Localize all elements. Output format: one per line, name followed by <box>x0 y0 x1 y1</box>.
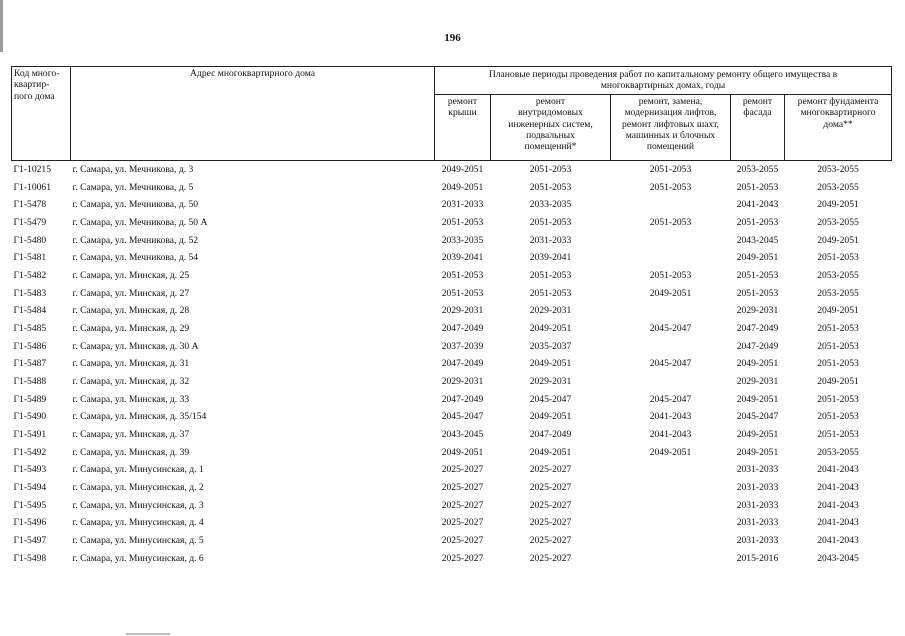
cell-engineering: 2051-2053 <box>529 216 572 228</box>
cell-foundation: 2051-2053 <box>817 393 859 405</box>
cell-address: г. Самара, ул. Минусинская, д. 1 <box>72 464 204 476</box>
header-code: Код много- квартир- пого дома <box>12 67 71 161</box>
cell-code: Г1-5483 <box>13 287 47 299</box>
cell-code: Г1-5482 <box>13 269 47 281</box>
cell-foundation: 2053-2055 <box>817 163 859 175</box>
cell-facade: 2015-2016 <box>736 552 779 564</box>
cell-lifts <box>611 373 731 391</box>
cell-engineering: 2047-2049 <box>529 429 572 441</box>
cell-foundation: 2043-2045 <box>817 552 859 564</box>
cell-engineering: 2025-2027 <box>529 464 572 476</box>
cell-foundation: 2051-2053 <box>817 429 859 441</box>
table-row <box>12 461 892 479</box>
cell-lifts <box>611 302 731 320</box>
cell-facade: 2041-2043 <box>736 199 779 211</box>
table-row <box>12 302 892 320</box>
cell-engineering: 2029-2031 <box>529 376 572 387</box>
cell-foundation: 2053-2055 <box>817 287 859 299</box>
cell-engineering: 2025-2027 <box>529 482 572 494</box>
cell-code: Г1-5494 <box>13 482 47 494</box>
cell-roof: 2029-2031 <box>441 305 484 317</box>
cell-engineering: 2049-2051 <box>529 411 572 423</box>
table-row <box>12 214 892 232</box>
cell-roof: 2025-2027 <box>441 552 484 564</box>
cell-lifts <box>611 514 731 532</box>
cell-address: г. Самара, ул. Минусинская, д. 2 <box>72 482 204 494</box>
repair-schedule-table <box>11 66 892 567</box>
cell-lifts: 2051-2053 <box>649 163 692 175</box>
cell-facade: 2045-2047 <box>736 411 779 423</box>
cell-facade: 2049-2051 <box>736 252 779 264</box>
table-row <box>12 426 892 444</box>
cell-engineering: 2025-2027 <box>529 517 572 529</box>
cell-engineering: 2031-2033 <box>529 234 572 246</box>
cell-engineering: 2045-2047 <box>529 393 572 405</box>
cell-engineering: 2025-2027 <box>529 499 572 511</box>
header-facade: ремонт фасада <box>731 94 785 160</box>
cell-roof: 2029-2031 <box>441 376 484 387</box>
cell-engineering: 2025-2027 <box>529 535 572 547</box>
cell-facade: 2031-2033 <box>736 517 779 529</box>
cell-lifts <box>611 479 731 497</box>
scan-bottom-artifact <box>126 633 170 635</box>
table-row <box>12 479 892 497</box>
cell-roof: 2025-2027 <box>441 464 484 476</box>
cell-foundation: 2041-2043 <box>817 535 859 547</box>
cell-lifts <box>611 550 731 568</box>
cell-foundation: 2041-2043 <box>817 517 859 529</box>
cell-foundation: 2049-2051 <box>817 234 859 246</box>
header-address: Адрес многоквартирного дома <box>71 67 435 161</box>
cell-code: Г1-5489 <box>13 393 47 405</box>
cell-facade: 2031-2033 <box>736 482 779 494</box>
cell-engineering: 2051-2053 <box>529 181 572 193</box>
cell-code: Г1-5498 <box>13 552 47 564</box>
table-row <box>12 320 892 338</box>
cell-address: г. Самара, ул. Минская, д. 33 <box>72 393 190 405</box>
cell-address: г. Самара, ул. Минская, д. 28 <box>72 305 190 317</box>
cell-facade: 2049-2051 <box>736 393 779 405</box>
cell-facade: 2043-2045 <box>736 234 779 246</box>
cell-facade: 2047-2049 <box>736 340 779 352</box>
cell-facade: 2031-2033 <box>736 535 779 547</box>
cell-code: Г1-5478 <box>13 199 47 211</box>
cell-roof: 2051-2053 <box>441 287 484 299</box>
cell-facade: 2049-2051 <box>736 429 779 441</box>
cell-lifts <box>611 232 731 250</box>
cell-engineering: 2049-2051 <box>529 446 572 458</box>
cell-code: Г1-5485 <box>13 322 47 334</box>
table-row <box>12 550 892 568</box>
cell-roof: 2047-2049 <box>441 393 484 405</box>
table-row <box>12 267 892 285</box>
table-row <box>12 355 892 373</box>
cell-code: Г1-5481 <box>13 252 47 264</box>
cell-facade: 2031-2033 <box>736 499 779 511</box>
cell-address: г. Самара, ул. Минская, д. 25 <box>72 269 190 281</box>
cell-lifts: 2049-2051 <box>649 287 692 299</box>
cell-lifts: 2041-2043 <box>649 411 692 423</box>
cell-code: Г1-5479 <box>13 216 47 228</box>
cell-engineering: 2049-2051 <box>529 358 572 370</box>
cell-engineering: 2033-2035 <box>529 199 572 211</box>
table-row <box>12 249 892 267</box>
cell-roof: 2045-2047 <box>441 411 484 423</box>
cell-roof: 2047-2049 <box>441 322 484 334</box>
cell-foundation: 2051-2053 <box>817 252 859 264</box>
page-number: 196 <box>444 32 461 44</box>
cell-lifts <box>611 196 731 214</box>
cell-lifts: 2045-2047 <box>649 393 692 405</box>
cell-address: г. Самара, ул. Минусинская, д. 4 <box>72 517 204 529</box>
table-body <box>12 160 892 567</box>
cell-code: Г1-5495 <box>13 499 47 511</box>
cell-engineering: 2051-2053 <box>529 269 572 281</box>
cell-address: г. Самара, ул. Минусинская, д. 5 <box>72 535 204 547</box>
header-lifts: ремонт, замена, модернизация лифтов, ремонт лифтовых шахт, машинных и блочных помещений <box>611 94 731 160</box>
cell-engineering: 2025-2027 <box>529 552 572 564</box>
cell-code: Г1-5488 <box>13 376 47 387</box>
cell-facade: 2047-2049 <box>736 322 779 334</box>
cell-code: Г1-5491 <box>13 429 47 441</box>
cell-address: г. Самара, ул. Мечникова, д. 52 <box>72 234 199 246</box>
cell-facade: 2051-2053 <box>736 216 779 228</box>
cell-code: Г1-5490 <box>13 411 47 423</box>
cell-roof: 2025-2027 <box>441 517 484 529</box>
header-engineering: ремонт внутридомовых инженерных систем, подвальных помещений* <box>491 94 611 160</box>
cell-roof: 2031-2033 <box>441 199 484 211</box>
cell-lifts: 2045-2047 <box>649 358 692 370</box>
cell-roof: 2025-2027 <box>441 535 484 547</box>
cell-foundation: 2041-2043 <box>817 464 859 476</box>
cell-address: г. Самара, ул. Минская, д. 29 <box>72 322 190 334</box>
cell-address: г. Самара, ул. Минская, д. 27 <box>72 287 190 299</box>
cell-lifts <box>611 532 731 550</box>
header-periods: Плановые периоды проведения работ по капитальному ремонту общего имущества в многоквартирных домах, годы <box>435 67 892 95</box>
cell-address: г. Самара, ул. Минская, д. 31 <box>72 358 190 370</box>
table-row <box>12 408 892 426</box>
cell-code: Г1-5480 <box>13 234 47 246</box>
cell-address: г. Самара, ул. Мечникова, д. 50 <box>72 199 199 211</box>
cell-address: г. Самара, ул. Мечникова, д. 50 А <box>72 216 208 228</box>
cell-code: Г1-5497 <box>13 535 47 547</box>
cell-engineering: 2051-2053 <box>529 287 572 299</box>
cell-roof: 2037-2039 <box>441 340 484 352</box>
cell-roof: 2033-2035 <box>441 234 484 246</box>
cell-address: г. Самара, ул. Минусинская, д. 3 <box>72 499 204 511</box>
table-row <box>12 532 892 550</box>
cell-lifts <box>611 249 731 267</box>
cell-address: г. Самара, ул. Мечникова, д. 5 <box>72 181 194 193</box>
header-roof: ремонт крыши <box>435 94 491 160</box>
cell-engineering: 2051-2053 <box>529 163 572 175</box>
cell-facade: 2049-2051 <box>736 358 779 370</box>
cell-address: г. Самара, ул. Минская, д. 32 <box>72 376 190 387</box>
cell-roof: 2025-2027 <box>441 482 484 494</box>
cell-facade: 2049-2051 <box>736 446 779 458</box>
cell-code: Г1-5484 <box>13 305 47 317</box>
header-foundation: ремонт фундамента многоквартирного дома** <box>785 94 892 160</box>
cell-lifts: 2051-2053 <box>649 269 692 281</box>
cell-facade: 2051-2053 <box>736 269 779 281</box>
cell-code: Г1-10061 <box>13 181 52 193</box>
cell-engineering: 2039-2041 <box>529 252 572 264</box>
table-row <box>12 338 892 356</box>
cell-roof: 2039-2041 <box>441 252 484 264</box>
cell-facade: 2053-2055 <box>736 163 779 175</box>
cell-lifts: 2051-2053 <box>649 181 692 193</box>
cell-roof: 2051-2053 <box>441 269 484 281</box>
scan-edge-artifact <box>0 0 3 52</box>
table-row <box>12 196 892 214</box>
cell-facade: 2051-2053 <box>736 287 779 299</box>
cell-foundation: 2051-2053 <box>817 340 859 352</box>
cell-roof: 2049-2051 <box>441 163 484 175</box>
cell-roof: 2051-2053 <box>441 216 484 228</box>
table-row <box>12 285 892 303</box>
cell-facade: 2029-2031 <box>736 376 779 387</box>
cell-code: Г1-5486 <box>13 340 47 352</box>
cell-roof: 2047-2049 <box>441 358 484 370</box>
cell-lifts: 2041-2043 <box>649 429 692 441</box>
cell-code: Г1-5496 <box>13 517 47 529</box>
cell-address: г. Самара, ул. Мечникова, д. 3 <box>72 163 194 175</box>
cell-address: г. Самара, ул. Минская, д. 30 А <box>72 340 199 352</box>
cell-engineering: 2029-2031 <box>529 305 572 317</box>
cell-foundation: 2049-2051 <box>817 376 859 387</box>
cell-roof: 2043-2045 <box>441 429 484 441</box>
cell-foundation: 2053-2055 <box>817 446 859 458</box>
cell-lifts: 2051-2053 <box>649 216 692 228</box>
cell-address: г. Самара, ул. Мечникова, д. 54 <box>72 252 199 264</box>
cell-address: г. Самара, ул. Минусинская, д. 6 <box>72 552 204 564</box>
table-row <box>12 373 892 391</box>
cell-code: Г1-5492 <box>13 446 47 458</box>
cell-foundation: 2051-2053 <box>817 322 859 334</box>
cell-foundation: 2049-2051 <box>817 305 859 317</box>
header-row-top <box>12 67 892 95</box>
cell-address: г. Самара, ул. Минская, д. 37 <box>72 429 190 441</box>
cell-lifts <box>611 461 731 479</box>
cell-foundation: 2041-2043 <box>817 499 859 511</box>
table-row <box>12 160 892 178</box>
cell-roof: 2049-2051 <box>441 446 484 458</box>
cell-foundation: 2053-2055 <box>817 181 859 193</box>
cell-foundation: 2041-2043 <box>817 482 859 494</box>
table-row <box>12 497 892 515</box>
cell-lifts <box>611 338 731 356</box>
cell-facade: 2051-2053 <box>736 181 779 193</box>
table-row <box>12 232 892 250</box>
cell-address: г. Самара, ул. Минская, д. 39 <box>72 446 190 458</box>
cell-engineering: 2049-2051 <box>529 322 572 334</box>
table-row <box>12 444 892 462</box>
cell-foundation: 2049-2051 <box>817 199 859 211</box>
cell-foundation: 2053-2055 <box>817 269 859 281</box>
cell-roof: 2025-2027 <box>441 499 484 511</box>
cell-facade: 2031-2033 <box>736 464 779 476</box>
cell-roof: 2049-2051 <box>441 181 484 193</box>
cell-engineering: 2035-2037 <box>529 340 572 352</box>
cell-lifts: 2049-2051 <box>649 446 692 458</box>
table-row <box>12 391 892 409</box>
cell-foundation: 2051-2053 <box>817 358 859 370</box>
cell-lifts: 2045-2047 <box>649 322 692 334</box>
cell-code: Г1-10215 <box>13 163 52 175</box>
table-row <box>12 178 892 196</box>
cell-foundation: 2051-2053 <box>817 411 859 423</box>
cell-code: Г1-5487 <box>13 358 47 370</box>
table-row <box>12 514 892 532</box>
cell-code: Г1-5493 <box>13 464 47 476</box>
cell-facade: 2029-2031 <box>736 305 779 317</box>
cell-foundation: 2053-2055 <box>817 216 859 228</box>
cell-address: г. Самара, ул. Минская, д. 35/154 <box>72 411 207 423</box>
cell-lifts <box>611 497 731 515</box>
